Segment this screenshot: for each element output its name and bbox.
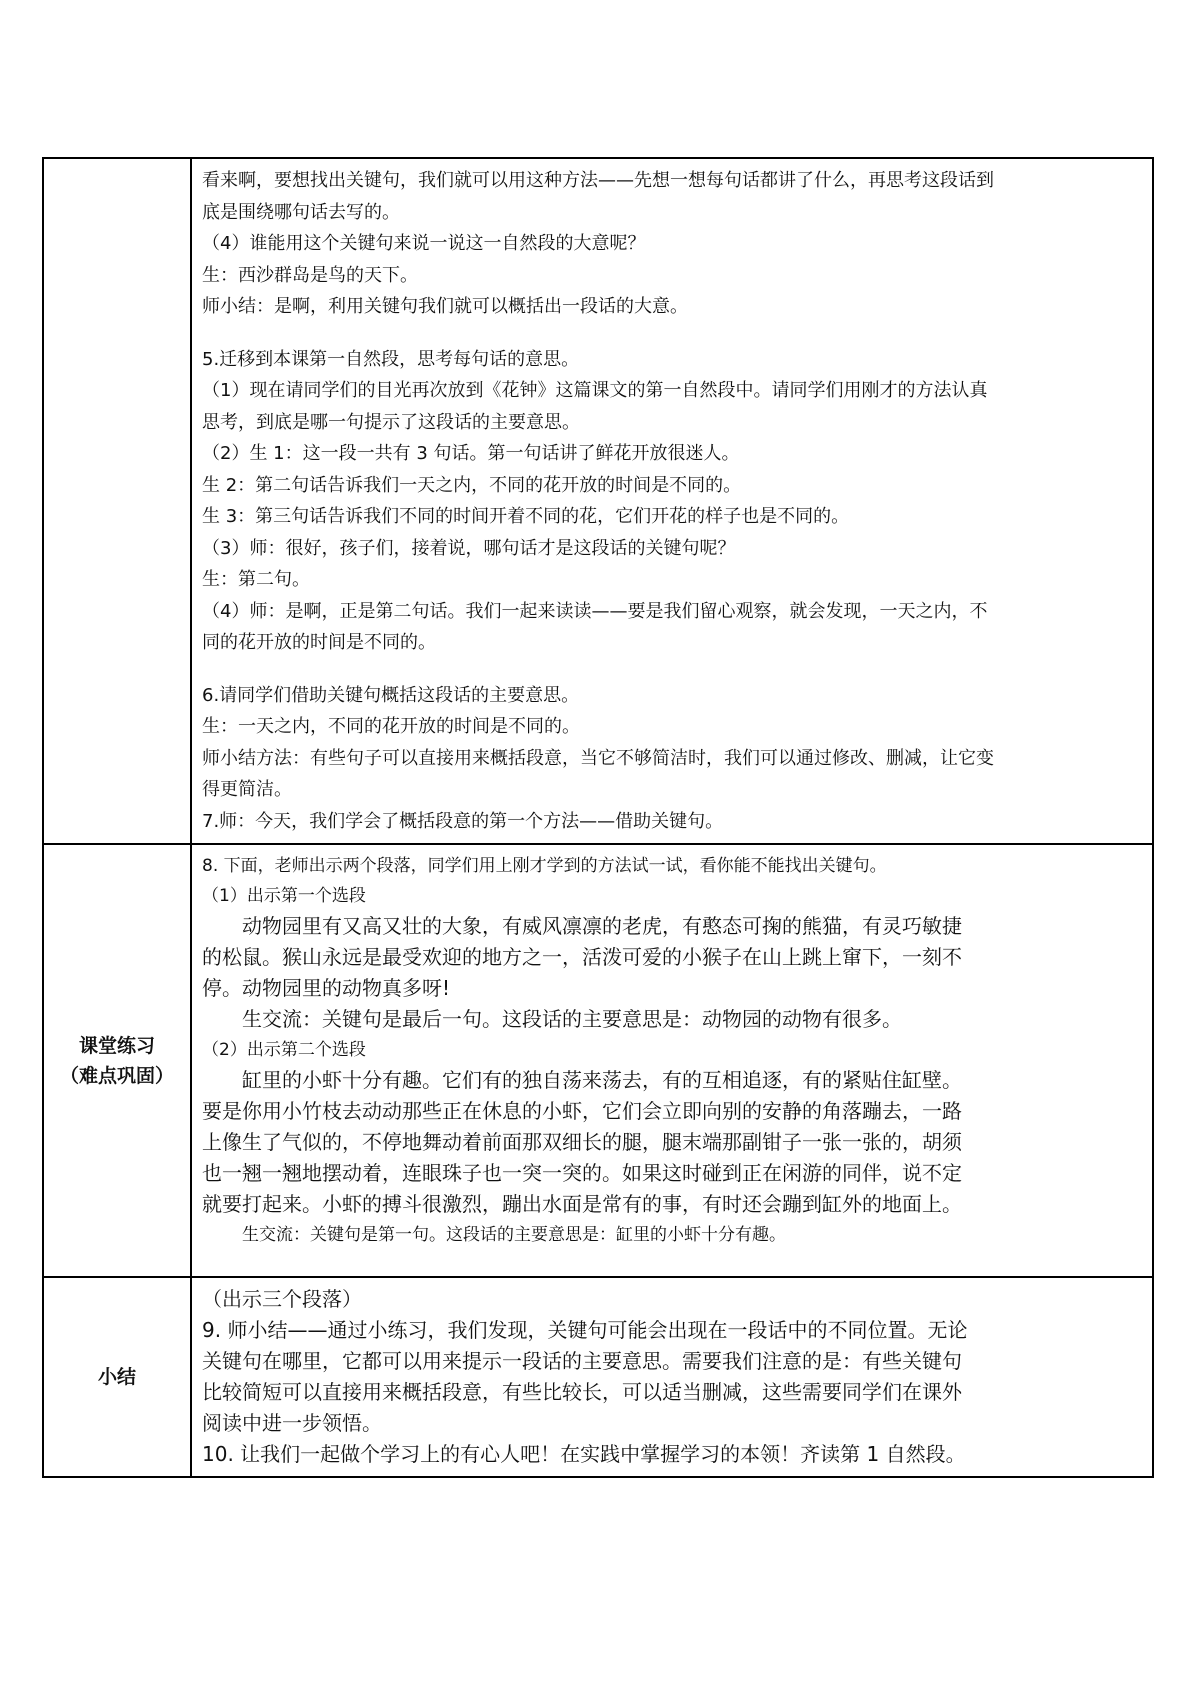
text-line: 生交流：关键句是第一句。这段话的主要意思是：缸里的小虾十分有趣。	[242, 1225, 786, 1245]
text-line: 生：一天之内，不同的花开放的时间是不同的。	[202, 716, 580, 737]
text-line: 10. 让我们一起做个学习上的有心人吧！在实践中掌握学习的本领！齐读第 1 自然段。	[202, 1442, 966, 1466]
text-line: （2）生 1：这一段一共有 3 句话。第一句话讲了鲜花开放很迷人。	[202, 443, 740, 464]
text-line: 6.请同学们借助关键句概括这段话的主要意思。	[202, 684, 580, 706]
row-label-cell	[43, 158, 191, 844]
text-line: 就要打起来。小虾的搏斗很激烈，蹦出水面是常有的事，有时还会蹦到缸外的地面上。	[202, 1192, 962, 1216]
text-line: （4）师：是啊，正是第二句话。我们一起来读读——要是我们留心观察，就会发现，一天之内，不	[202, 600, 988, 622]
table-row	[43, 844, 1153, 1277]
text-line: 要是你用小竹枝去动动那些正在休息的小虾，它们会立即向别的安静的角落蹦去，一路	[202, 1099, 962, 1123]
text-line: 生：第二句。	[202, 569, 310, 590]
text-line: 思考，到底是哪一句提示了这段话的主要意思。	[202, 411, 580, 433]
row-content	[192, 159, 1152, 843]
row-content-cell	[191, 1277, 1153, 1477]
text-line: 阅读中进一步领悟。	[202, 1411, 382, 1435]
text-line: 生 2：第二句话告诉我们一天之内，不同的花开放的时间是不同的。	[202, 474, 742, 496]
text-line: 底是围绕哪句话去写的。	[202, 201, 400, 223]
section-label-line: 小结	[97, 1366, 136, 1388]
text-line: （出示三个段落）	[202, 1287, 362, 1311]
section-label-line: （难点巩固）	[59, 1064, 174, 1087]
text-line: 7.师：今天，我们学会了概括段意的第一个方法——借助关键句。	[202, 810, 724, 832]
text-line: 上像生了气似的，不停地舞动着前面那双细长的腿，腿末端那副钳子一张一张的，胡须	[202, 1130, 962, 1154]
text-line: 比较简短可以直接用来概括段意，有些比较长，可以适当删减，这些需要同学们在课外	[202, 1380, 962, 1404]
text-line: 动物园里有又高又壮的大象，有威风凛凛的老虎，有憨态可掬的熊猫，有灵巧敏捷	[242, 914, 962, 938]
text-line: 师小结：是啊，利用关键句我们就可以概括出一段话的大意。	[202, 296, 688, 317]
paragraph-spacer	[202, 323, 1144, 344]
table-row	[43, 1277, 1153, 1477]
text-line: 5.迁移到本课第一自然段，思考每句话的意思。	[202, 348, 580, 370]
text-line: 得更简洁。	[202, 779, 292, 800]
lesson-plan-table	[42, 157, 1154, 1478]
text-line: （4）谁能用这个关键句来说一说这一自然段的大意呢？	[202, 233, 646, 254]
row-label-cell	[43, 844, 191, 1277]
text-line: （3）师：很好，孩子们，接着说，哪句话才是这段话的关键句呢？	[202, 537, 736, 559]
table-row	[43, 158, 1153, 844]
paragraph-spacer	[202, 659, 1144, 680]
text-line: 看来啊，要想找出关键句，我们就可以用这种方法——先想一想每句话都讲了什么，再思考这段话到	[202, 170, 994, 191]
text-line: 缸里的小虾十分有趣。它们有的独自荡来荡去，有的互相追逐，有的紧贴住缸壁。	[242, 1068, 962, 1092]
text-line: 同的花开放的时间是不同的。	[202, 632, 436, 653]
text-line: 生交流：关键句是最后一句。这段话的主要意思是：动物园的动物有很多。	[242, 1007, 902, 1031]
section-label-line: 课堂练习	[78, 1034, 155, 1057]
text-line: （1）现在请同学们的目光再次放到《花钟》这篇课文的第一自然段中。请同学们用刚才的方法认真	[202, 380, 988, 401]
row-content	[192, 845, 1152, 1256]
text-line: 也一翘一翘地摆动着，连眼珠子也一突一突的。如果这时碰到正在闲游的同伴，说不定	[202, 1161, 962, 1185]
text-line: 的松鼠。猴山永远是最受欢迎的地方之一，活泼可爱的小猴子在山上跳上窜下，一刻不	[202, 945, 962, 969]
text-line: （1）出示第一个选段	[202, 886, 366, 906]
row-label-cell	[43, 1277, 191, 1477]
text-line: 生 3：第三句话告诉我们不同的时间开着不同的花，它们开花的样子也是不同的。	[202, 506, 850, 527]
text-line: 师小结方法：有些句子可以直接用来概括段意，当它不够简洁时，我们可以通过修改、删减，让它变	[202, 747, 994, 769]
text-line: 8. 下面，老师出示两个段落，同学们用上刚才学到的方法试一试，看你能不能找出关键句。	[202, 856, 887, 876]
row-content-cell	[191, 844, 1153, 1277]
text-line: 9. 师小结——通过小练习，我们发现，关键句可能会出现在一段话中的不同位置。无论	[202, 1318, 968, 1342]
text-line: 生：西沙群岛是鸟的天下。	[202, 264, 418, 286]
text-line: （2）出示第二个选段	[202, 1040, 366, 1060]
text-line: 停。动物园里的动物真多呀!	[202, 976, 451, 1000]
row-content-cell	[191, 158, 1153, 844]
section-label	[44, 1031, 190, 1091]
row-content	[192, 1278, 1152, 1476]
text-line: 关键句在哪里，它都可以用来提示一段话的主要意思。需要我们注意的是：有些关键句	[202, 1349, 962, 1373]
